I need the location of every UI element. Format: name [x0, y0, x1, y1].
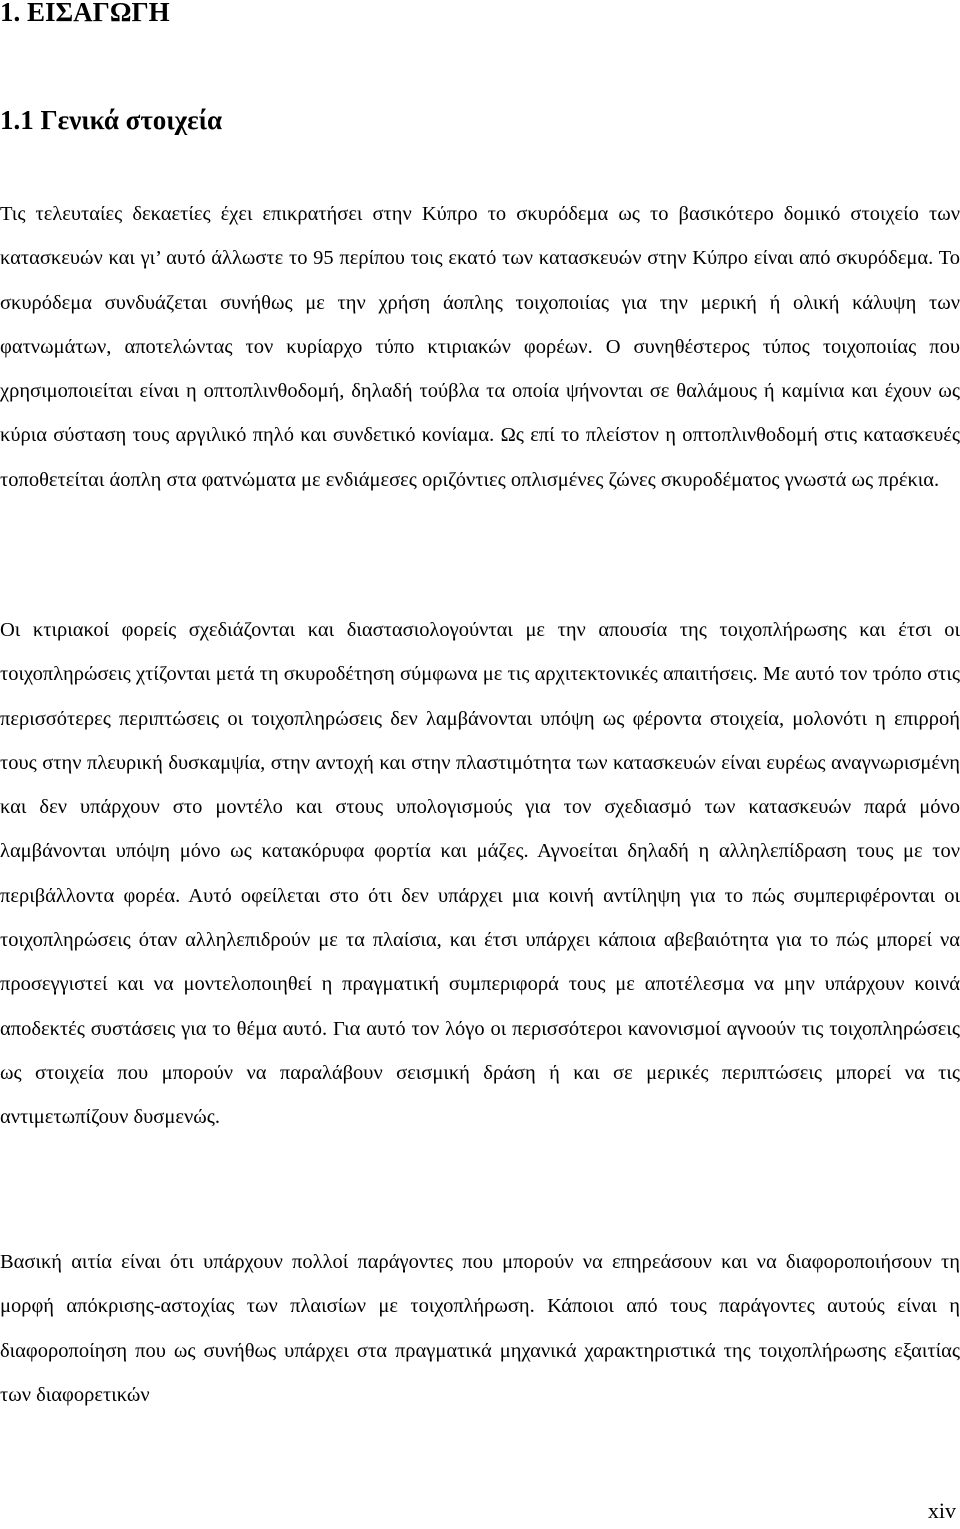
paragraph-2: Οι κτιριακοί φορείς σχεδιάζονται και διαστασιολογούνται με την απουσία της τοιχοπλήρωσης και έτσι οι τοιχοπληρώσεις χτίζονται μετά τη σκυροδέτηση σύμφωνα με τις αρχιτεκτονικές απαιτήσεις. Με αυτό τον τρόπο στις περισσότερες περιπτώσεις οι τοιχοπληρώσεις δεν λαμβάνονται υπόψη ως φέροντα στοιχεία, μολονότι η επιρροή τους στην πλευρική δυσκαμψία, στην αντοχή και στην πλαστιμότητα των κατασκευών είναι ευρέως αναγνωρισμένη και δεν υπάρχουν στο μοντέλο και στους υπολογισμούς για τον σχεδιασμό των κατασκευών παρά μόνο λαμβάνονται υπόψη μόνο ως κατακόρυφα φορτία και μάζες. Αγνοείται δηλαδή η αλληλεπίδραση τους με τον περιβάλλοντα φορέα. Αυτό οφείλεται στο ότι δεν υπάρχει μια κοινή αντίληψη για το πώς συμπεριφέρονται οι τοιχοπληρώσεις όταν αλληλεπιδρούν με τα πλαίσια, και έτσι υπάρχει κάποια αβεβαιότητα για το πώς μπορεί να προσεγγιστεί και να μοντελοποιηθεί η πραγματική συμπεριφορά τους με αποτέλεσμα να μην υπάρχουν κοινά αποδεκτές συστάσεις για το θέμα αυτό. Για αυτό τον λόγο οι περισσότεροι κανονισμοί αγνοούν τις τοιχοπληρώσεις ως στοιχεία που μπορούν να παραλάβουν σεισμική δράση ή και σε μερικές περιπτώσεις μπορεί να τις αντιμετωπίζουν δυσμενώς. [0, 619, 960, 1129]
paragraph-1: Τις τελευταίες δεκαετίες έχει επικρατήσει στην Κύπρο το σκυρόδεμα ως το βασικότερο δομικό στοιχείο των κατασκευών και γι’ αυτό άλλωστε το 95 περίπου τοις εκατό των κατασκευών στην Κύπρο είναι από σκυρόδεμα. Το σκυρόδεμα συνδυάζεται συνήθως με την χρήση άοπλης τοιχοποιίας για την μερική ή ολική κάλυψη των φατνωμάτων, αποτελώντας τον κυρίαρχο τύπο κτιριακών φορέων. Ο συνηθέστερος τύπος τοιχοποιίας που χρησιμοποιείται είναι η οπτοπλινθοδομή, δηλαδή τούβλα τα οποία ψήνονται σε θαλάμους ή καμίνια και έχουν ως κύρια σύσταση τους αργιλικό πηλό και συνδετικό κονίαμα. Ως επί το πλείστον η οπτοπλινθοδομή στις κατασκευές τοποθετείται άοπλη στα φατνώματα με ενδιάμεσες οριζόντιες οπλισμένες ζώνες σκυροδέματος γνωστά ως πρέκια. [0, 203, 960, 491]
paragraph-3: Βασική αιτία είναι ότι υπάρχουν πολλοί παράγοντες που μπορούν να επηρεάσουν και να διαφοροποιήσουν τη μορφή απόκρισης-αστοχίας των πλαισίων με τοιχοπλήρωση. Κάποιοι από τους παράγοντες αυτούς είναι η διαφοροποίηση που ως συνήθως υπάρχει στα πραγματικά μηχανικά χαρακτηριστικά της τοιχοπλήρωσης εξαιτίας των διαφορετικών [0, 1251, 960, 1406]
page-number: xiv [927, 1498, 956, 1523]
section-heading: 1.1 Γενικά στοιχεία [0, 105, 223, 135]
chapter-heading: 1. ΕΙΣΑΓΩΓΗ [0, 0, 170, 27]
